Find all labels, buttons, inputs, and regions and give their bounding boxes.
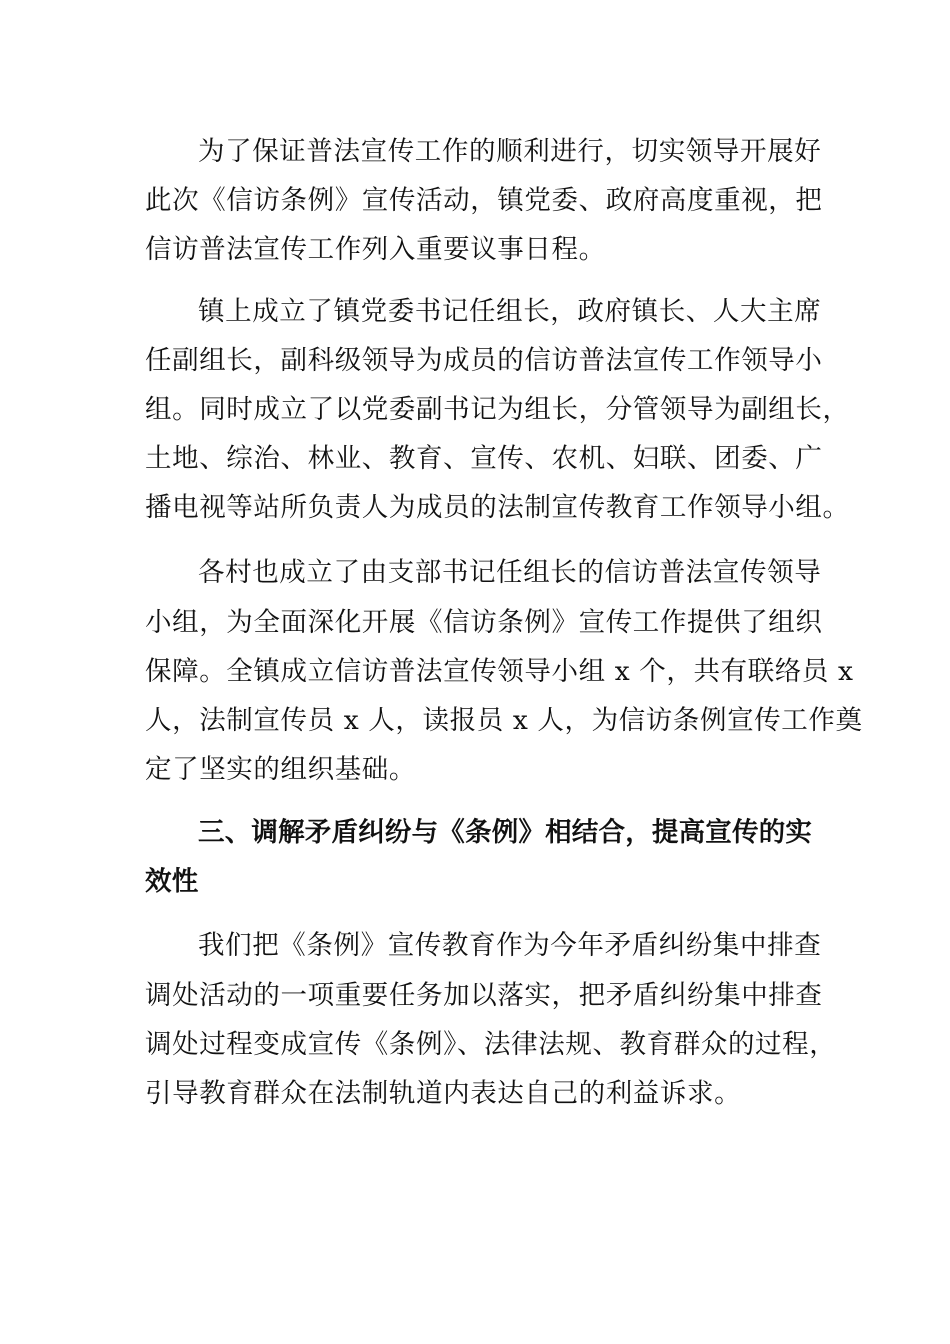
paragraph-2-line-5: 播电视等站所负责人为成员的法制宣传教育工作领导小组。	[145, 492, 850, 523]
section-heading-line-2: 效性	[145, 866, 199, 897]
paragraph-5-line-2: 调处活动的一项重要任务加以落实，把矛盾纠纷集中排查	[145, 980, 823, 1011]
paragraph-3-line-5: 定了坚实的组织基础。	[145, 754, 416, 785]
paragraph-3-line-2: 小组，为全面深化开展《信访条例》宣传工作提供了组织	[145, 607, 823, 638]
paragraph-3-line-3: 保障。全镇成立信访普法宣传领导小组 x 个，共有联络员 x	[145, 656, 854, 687]
paragraph-2-line-2: 任副组长，副科级领导为成员的信访普法宣传工作领导小	[145, 345, 823, 376]
paragraph-5-line-1: 我们把《条例》宣传教育作为今年矛盾纠纷集中排查	[198, 930, 822, 961]
paragraph-2-line-4: 土地、综治、林业、教育、宣传、农机、妇联、团委、广	[145, 443, 823, 474]
paragraph-1-line-3: 信访普法宣传工作列入重要议事日程。	[145, 234, 606, 265]
paragraph-5-line-4: 引导教育群众在法制轨道内表达自己的利益诉求。	[145, 1078, 742, 1109]
paragraph-2-line-3: 组。同时成立了以党委副书记为组长，分管领导为副组长，	[145, 394, 850, 425]
paragraph-3-line-1: 各村也成立了由支部书记任组长的信访普法宣传领导	[198, 557, 822, 588]
paragraph-2-line-1: 镇上成立了镇党委书记任组长，政府镇长、人大主席	[198, 296, 822, 327]
section-heading-line-1: 三、调解矛盾纠纷与《条例》相结合，提高宣传的实	[198, 817, 813, 848]
paragraph-5-line-3: 调处过程变成宣传《条例》、法律法规、教育群众的过程，	[145, 1029, 837, 1060]
paragraph-1-line-2: 此次《信访条例》宣传活动，镇党委、政府高度重视，把	[145, 185, 823, 216]
paragraph-1-line-1: 为了保证普法宣传工作的顺利进行，切实领导开展好	[198, 136, 822, 167]
paragraph-3-line-4: 人，法制宣传员 x 人，读报员 x 人，为信访条例宣传工作奠	[145, 705, 863, 736]
